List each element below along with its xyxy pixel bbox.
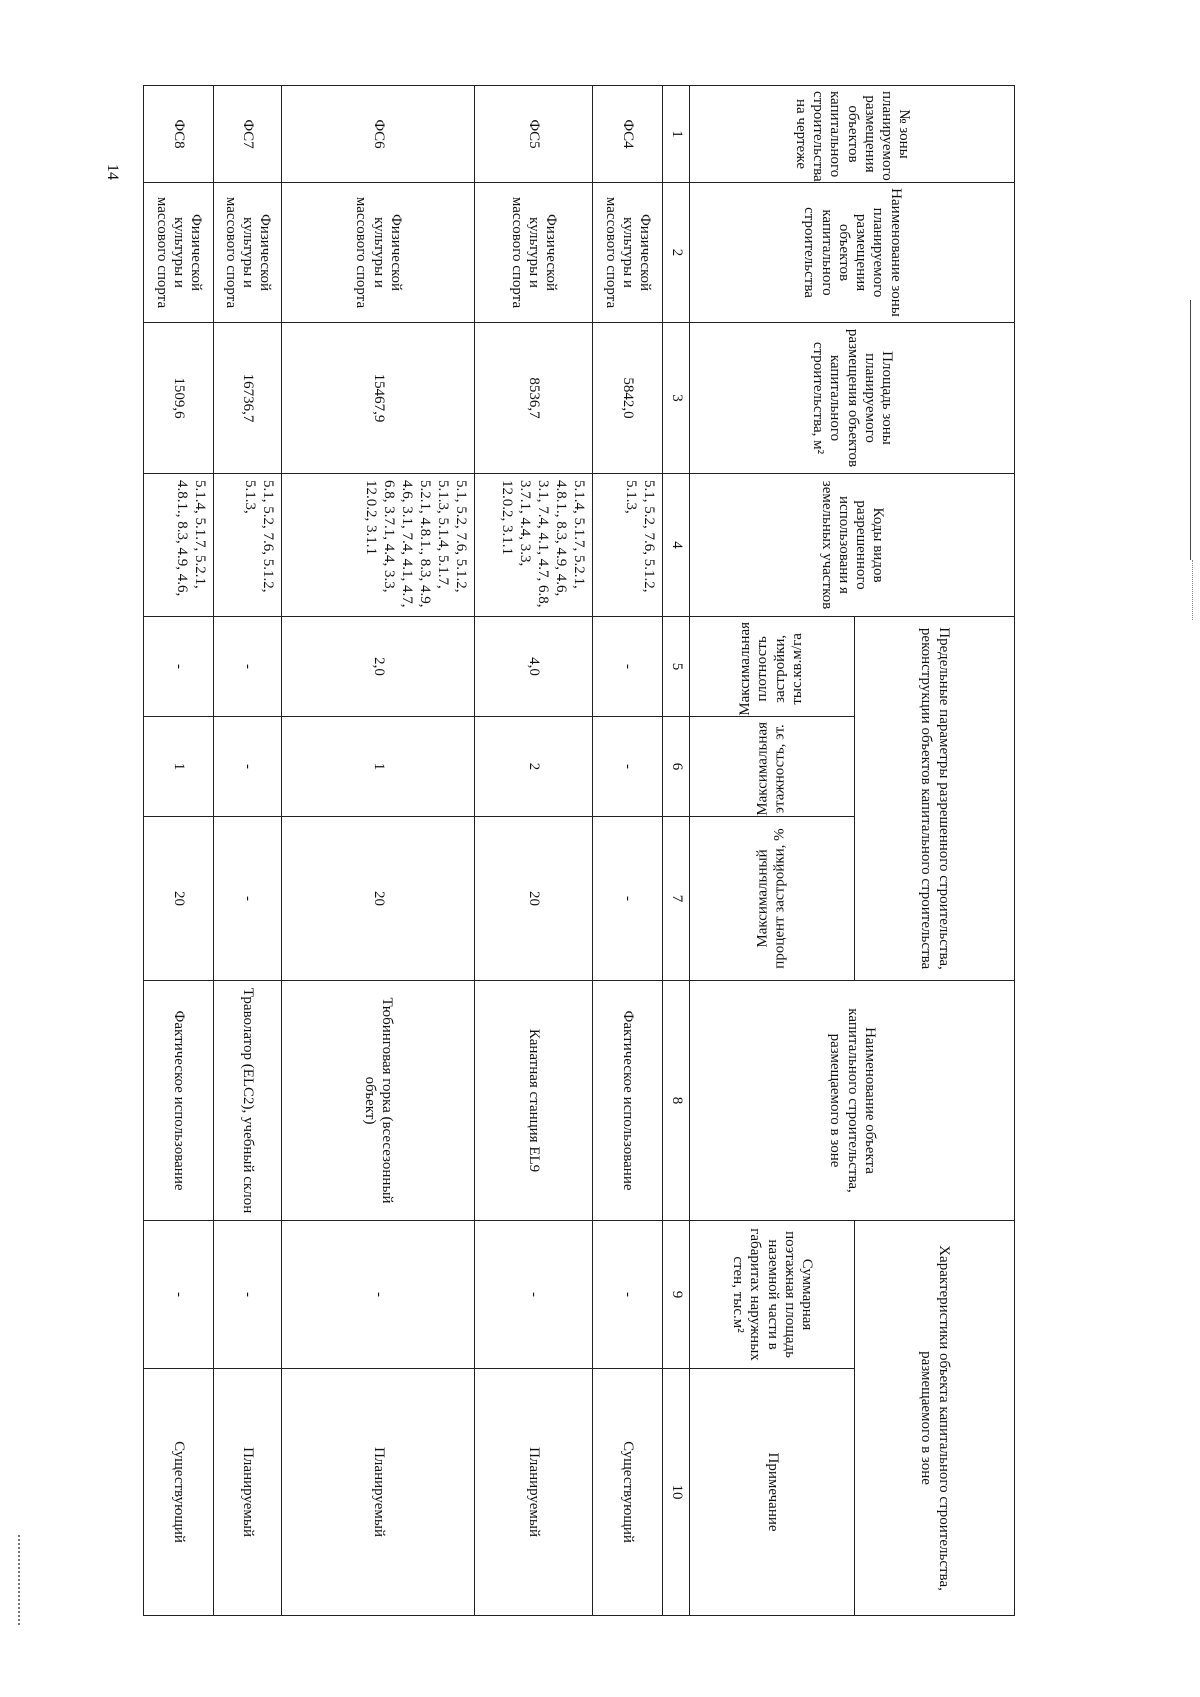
percent-cell: 20 — [475, 817, 593, 981]
codes-cell: 5.1, 5.2, 7.6, 5.1.2, 5.1.3, — [214, 474, 282, 617]
total-area-cell: - — [282, 1221, 475, 1369]
total-area-cell: - — [475, 1221, 593, 1369]
zone-name-cell: Физической культуры и массового спорта — [282, 183, 475, 323]
header-note: Примечание — [690, 1369, 855, 1616]
zone-cell: ФС4 — [593, 86, 663, 183]
object-cell: Тюбинговая горка (всесезонный объект) — [282, 981, 475, 1221]
header-zone-area: Площадь зоны планируемого размещения объектов капитального строительства, м² — [690, 323, 1015, 474]
note-cell: Существующий — [144, 1369, 214, 1616]
col-number: 2 — [663, 183, 690, 323]
area-cell: 16736,7 — [214, 323, 282, 474]
floors-cell: - — [214, 717, 282, 817]
percent-cell: - — [593, 817, 663, 981]
header-max-density-text: Максимальная плотность застройки, тыс.кв.м/га — [737, 622, 806, 716]
col-number: 7 — [663, 817, 690, 981]
header-object-name: Наименование объекта капитального строительства, размещаемого в зоне — [690, 981, 1015, 1221]
table-row — [214, 86, 282, 1616]
header-zone-name: Наименование зоны планируемого размещения объектов капитального строительства — [690, 183, 1015, 323]
zone-name-cell: Физической культуры и массового спорта — [475, 183, 593, 323]
percent-cell: 20 — [282, 817, 475, 981]
density-cell: - — [144, 617, 214, 717]
margin-line — [1190, 300, 1191, 560]
col-number: 1 — [663, 86, 690, 183]
header-max-floors — [690, 717, 855, 817]
header-total-floor-area: Суммарная поэтажная площадь наземной части в габаритах наружных стен, тыс.м² — [690, 1221, 855, 1369]
codes-cell: 5.1.4, 5.1.7, 5.2.1, 4.8.1., 8.3, 4.9, 4.6, — [144, 474, 214, 617]
zone-name-cell: Физической культуры и массового спорта — [214, 183, 282, 323]
zone-cell: ФС5 — [475, 86, 593, 183]
note-cell: Планируемый — [282, 1369, 475, 1616]
col-number: 6 — [663, 717, 690, 817]
zone-cell: ФС7 — [214, 86, 282, 183]
object-cell: Траволатор (ELC2), учебный склон — [214, 981, 282, 1221]
floors-cell: - — [593, 717, 663, 817]
density-cell: - — [214, 617, 282, 717]
object-cell: Фактическое использование — [144, 981, 214, 1221]
header-object-characteristics: Характеристики объекта капитального строительства, размещаемого в зоне — [855, 1221, 1015, 1616]
zone-name-cell: Физической культуры и массового спорта — [144, 183, 214, 323]
area-cell: 15467,9 — [282, 323, 475, 474]
table-row — [144, 86, 214, 1616]
col-number: 3 — [663, 323, 690, 474]
note-cell: Планируемый — [214, 1369, 282, 1616]
note-cell: Существующий — [593, 1369, 663, 1616]
table-row — [475, 86, 593, 1616]
object-cell: Канатная станция EL9 — [475, 981, 593, 1221]
density-cell: 4,0 — [475, 617, 593, 717]
zone-cell: ФС8 — [144, 86, 214, 183]
col-number: 9 — [663, 1221, 690, 1369]
zone-cell: ФС6 — [282, 86, 475, 183]
header-max-floors-text: Максимальная этажность, эт. — [754, 722, 788, 816]
page-number: 14 — [104, 164, 121, 180]
zone-name-cell: Физической культуры и массового спорта — [593, 183, 663, 323]
total-area-cell: - — [214, 1221, 282, 1369]
percent-cell: 20 — [144, 817, 214, 981]
col-number: 4 — [663, 474, 690, 617]
floors-cell: 1 — [282, 717, 475, 817]
area-cell: 5842,0 — [593, 323, 663, 474]
header-use-codes: Коды видов разрешенного использовани я земельных участков — [690, 474, 1015, 617]
density-cell: - — [593, 617, 663, 717]
col-number: 10 — [663, 1369, 690, 1616]
margin-dash — [1192, 560, 1194, 620]
header-zone-number: № зоны планируемого размещения объектов капитального строительства на чертеже — [690, 86, 1015, 183]
table-row — [282, 86, 475, 1616]
col-number: 8 — [663, 981, 690, 1221]
note-cell: Планируемый — [475, 1369, 593, 1616]
col-number: 5 — [663, 617, 690, 717]
header-max-density — [690, 617, 855, 717]
floors-cell: 2 — [475, 717, 593, 817]
zones-table — [143, 85, 1015, 1616]
column-number-row — [663, 86, 690, 1616]
total-area-cell: - — [144, 1221, 214, 1369]
percent-cell: - — [214, 817, 282, 981]
scan-artifact-dots — [18, 1535, 22, 1625]
floors-cell: 1 — [144, 717, 214, 817]
codes-cell: 5.1, 5.2, 7.6, 5.1.2, 5.1.3, 5.1.4, 5.1.7, 5.2.1, 4.8.1., 8.3, 4.9, 4.6, 3.1, 7.4, 4.1, 4.7, 6.8, 3.7.1, 4.4, 3.3, 12.0.2, 3.1.1 — [282, 474, 475, 617]
header-max-percent-text: Максимальный процент застройки, % — [754, 828, 788, 969]
table-row — [593, 86, 663, 1616]
codes-cell: 5.1.4, 5.1.7, 5.2.1, 4.8.1., 8.3, 4.9, 4.6, 3.1, 7.4, 4.1, 4.7, 6.8, 3.7.1, 4.4, 3.3, 12.0.2, 3.1.1 — [475, 474, 593, 617]
codes-cell: 5.1, 5.2, 7.6, 5.1.2, 5.1.3, — [593, 474, 663, 617]
header-max-percent — [690, 817, 855, 981]
object-cell: Фактическое использование — [593, 981, 663, 1221]
area-cell: 8536,7 — [475, 323, 593, 474]
total-area-cell: - — [593, 1221, 663, 1369]
rotated-table-wrapper — [145, 85, 1015, 1615]
header-limit-params: Предельные параметры разрешенного строительства, реконструкции объектов капитального строительства — [855, 617, 1015, 981]
density-cell: 2,0 — [282, 617, 475, 717]
area-cell: 1509,6 — [144, 323, 214, 474]
